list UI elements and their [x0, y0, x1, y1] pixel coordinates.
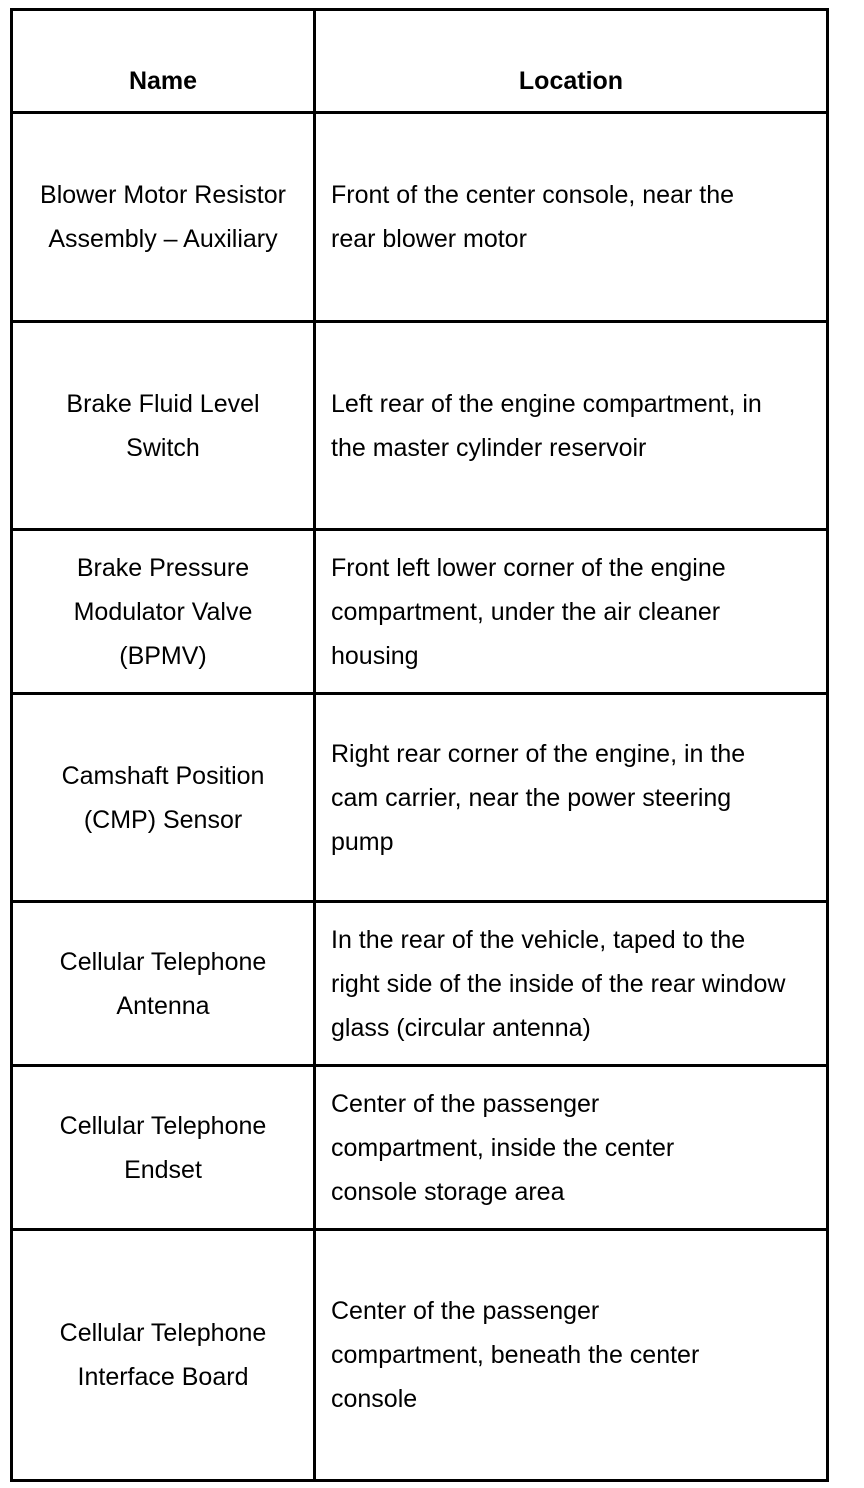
location-cell: [313, 531, 826, 692]
component-name: Brake Pressure Modulator Valve (BPMV): [73, 553, 253, 670]
name-cell: [13, 1231, 313, 1479]
table-row: [13, 692, 826, 900]
name-cell: [13, 323, 313, 528]
column-header-location-text: Location: [518, 67, 624, 95]
table-row: [13, 528, 826, 692]
column-header-location: [313, 11, 826, 111]
table-row: [13, 1064, 826, 1228]
location-cell: [313, 114, 826, 320]
component-name: Cellular Telephone Antenna: [59, 947, 267, 1020]
component-location: Center of the passenger compartment, beneath the center console: [331, 1297, 700, 1413]
component-location-table: [10, 8, 829, 1482]
component-location: Front of the center console, near the rear blower motor: [331, 181, 735, 253]
component-location: In the rear of the vehicle, taped to the right side of the inside of the rear window glass (circular antenna): [331, 925, 786, 1042]
location-cell: [313, 323, 826, 528]
component-location: Front left lower corner of the engine compartment, under the air cleaner housing: [331, 553, 726, 670]
component-name: Cellular Telephone Interface Board: [59, 1319, 267, 1391]
location-cell: [313, 903, 826, 1064]
table-row: [13, 1228, 826, 1479]
location-cell: [313, 1067, 826, 1228]
component-name: Camshaft Position (CMP) Sensor: [61, 761, 265, 834]
table-row: [13, 111, 826, 320]
table-row: [13, 900, 826, 1064]
table-header-row: [13, 11, 826, 111]
name-cell: [13, 114, 313, 320]
name-cell: [13, 531, 313, 692]
name-cell: [13, 695, 313, 900]
location-cell: [313, 1231, 826, 1479]
component-name: Brake Fluid Level Switch: [66, 389, 260, 462]
table-row: [13, 320, 826, 528]
column-header-name: [13, 11, 313, 111]
name-cell: [13, 1067, 313, 1228]
component-location: Right rear corner of the engine, in the cam carrier, near the power steering pump: [331, 739, 746, 856]
component-location: Center of the passenger compartment, inside the center console storage area: [331, 1089, 675, 1206]
component-location: Left rear of the engine compartment, in the master cylinder reservoir: [331, 389, 762, 462]
component-name: Cellular Telephone Endset: [59, 1111, 267, 1184]
name-cell: [13, 903, 313, 1064]
component-name: Blower Motor Resistor Assembly – Auxiliary: [40, 181, 286, 253]
column-header-name-text: Name: [128, 67, 198, 95]
location-cell: [313, 695, 826, 900]
